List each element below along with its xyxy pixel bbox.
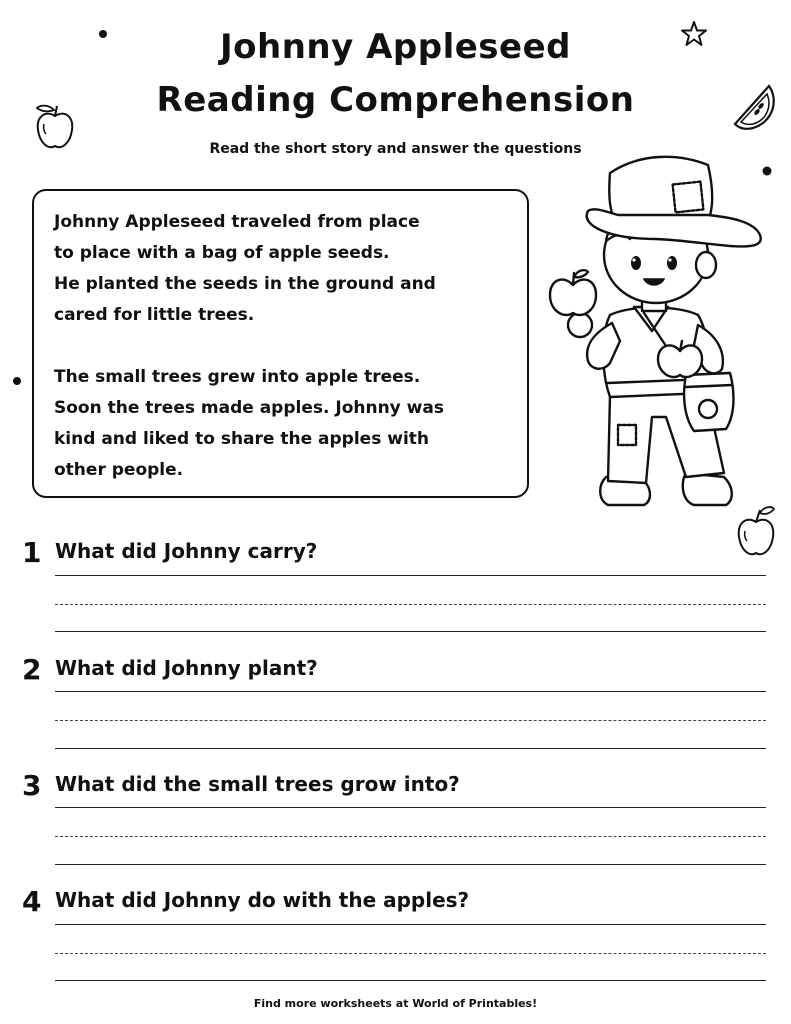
footer-credit: Find more worksheets at World of Printables!	[253, 997, 538, 1010]
apple-icon	[32, 100, 78, 152]
question-text: What did Johnny plant?	[55, 656, 318, 680]
answer-line-top[interactable]	[55, 924, 766, 925]
question-text: What did Johnny do with the apples?	[55, 888, 470, 912]
answer-line-top[interactable]	[55, 807, 766, 808]
question-number: 2	[22, 653, 42, 686]
answer-line-middle[interactable]	[55, 953, 766, 954]
answer-line-top[interactable]	[55, 691, 766, 692]
story-line: Johnny Appleseed traveled from place	[54, 212, 420, 232]
answer-line-top[interactable]	[55, 575, 766, 576]
star-icon	[680, 20, 708, 48]
story-line: to place with a bag of apple seeds.	[54, 243, 390, 263]
answer-line-bottom[interactable]	[55, 980, 766, 981]
story-line: Soon the trees made apples. Johnny was	[54, 398, 444, 418]
question-number: 1	[22, 536, 42, 569]
story-box	[32, 189, 529, 498]
page-subtitle: Read the short story and answer the questions	[209, 141, 582, 157]
question-text: What did Johnny carry?	[55, 539, 318, 563]
answer-line-bottom[interactable]	[55, 631, 766, 632]
answer-line-middle[interactable]	[55, 604, 766, 605]
apple-slice-icon	[729, 80, 777, 132]
story-line: other people.	[54, 460, 184, 480]
story-line: cared for little trees.	[54, 305, 255, 325]
page-title-line-1: Johnny Appleseed	[219, 27, 572, 67]
question-number: 4	[22, 885, 42, 918]
question-number: 3	[22, 769, 42, 802]
story-line: He planted the seeds in the ground and	[54, 274, 436, 294]
answer-line-middle[interactable]	[55, 836, 766, 837]
answer-line-bottom[interactable]	[55, 748, 766, 749]
dot-icon	[0, 0, 1, 1]
johnny-appleseed-illustration	[548, 155, 768, 520]
story-line: The small trees grew into apple trees.	[54, 367, 421, 387]
question-text: What did the small trees grow into?	[55, 772, 460, 796]
story-line: kind and liked to share the apples with	[54, 429, 429, 449]
page-title-line-2: Reading Comprehension	[156, 80, 635, 120]
answer-line-bottom[interactable]	[55, 864, 766, 865]
answer-line-middle[interactable]	[55, 720, 766, 721]
